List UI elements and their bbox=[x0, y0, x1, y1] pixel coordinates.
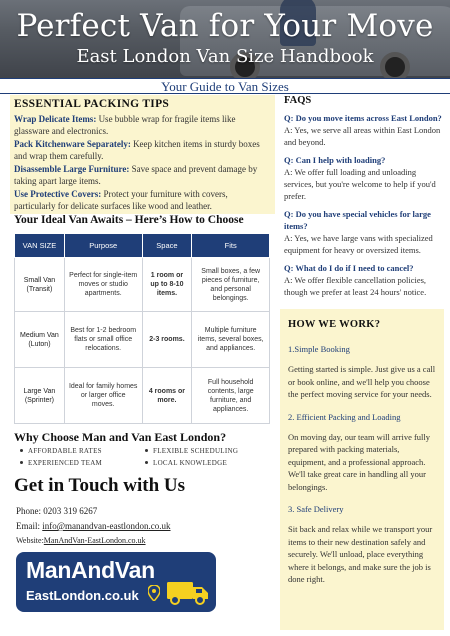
brand-logo bbox=[16, 552, 216, 612]
website-line: Website:ManAndVan-EastLondon.co.uk bbox=[16, 536, 146, 545]
faq-question: Q: Can I help with loading? bbox=[284, 155, 386, 165]
step-title: 3. Safe Delivery bbox=[288, 504, 344, 514]
faq-heading: FAQS bbox=[284, 95, 312, 106]
van-size-cell: Medium Van (Luton) bbox=[15, 312, 65, 368]
email-line: Email: info@manandvan-eastlondon.co.uk bbox=[16, 521, 171, 531]
faq-answer: A: Yes, we have large vans with specialized equipment for heavy or oversized items. bbox=[284, 233, 433, 255]
tip-item: Pack Kitchenware Separately: Keep kitchen items in sturdy boxes and wrap them carefully. bbox=[14, 139, 260, 161]
van-table-heading: Your Ideal Van Awaits – Here’s How to Choose bbox=[14, 214, 244, 226]
phone-number[interactable]: 0203 319 6267 bbox=[43, 506, 98, 516]
table-row bbox=[15, 258, 270, 312]
tip-item: Disassemble Large Furniture: Save space and prevent damage by taking apart large items. bbox=[14, 164, 258, 186]
faq-question: Q: Do you have special vehicles for large items? bbox=[284, 209, 431, 231]
list-item: LOCAL KNOWLEDGE bbox=[145, 459, 270, 467]
how-we-work-heading: HOW WE WORK? bbox=[288, 319, 381, 330]
faq-answer: A: We offer flexible cancellation policies, though we prefer at least 24 hours' notice. bbox=[284, 275, 427, 297]
fits-cell: Small boxes, a few pieces of furniture, and personal belongings. bbox=[192, 258, 270, 312]
column-header: Space bbox=[142, 234, 192, 258]
packing-tips-heading: ESSENTIAL PACKING TIPS bbox=[14, 98, 170, 110]
van-size-table bbox=[14, 233, 270, 424]
hero-banner bbox=[0, 0, 450, 78]
faq-question: Q: What do I do if I need to cancel? bbox=[284, 263, 414, 273]
logo-domain-text: EastLondon.co.uk bbox=[26, 588, 139, 603]
website-link[interactable]: ManAndVan-EastLondon.co.uk bbox=[43, 536, 146, 545]
fits-cell: Full household contents, large furniture, and appliances. bbox=[192, 368, 270, 424]
guide-banner: Your Guide to Van Sizes bbox=[0, 78, 450, 94]
list-item: FLEXIBLE SCHEDULING bbox=[145, 447, 270, 455]
column-header: VAN SIZE bbox=[15, 234, 65, 258]
tip-item: Use Protective Covers: Protect your furniture with covers, particularly for delicate surfaces like wood and leather. bbox=[14, 189, 228, 211]
van-icon bbox=[166, 580, 210, 606]
faq-question: Q: Do you move items across East London? bbox=[284, 113, 442, 123]
column-header: Purpose bbox=[64, 234, 142, 258]
purpose-cell: Ideal for family homes or larger office moves. bbox=[64, 368, 142, 424]
van-size-cell: Small Van (Transit) bbox=[15, 258, 65, 312]
logo-brand-text: ManAndVan bbox=[26, 557, 155, 583]
list-item: AFFORDABLE RATES bbox=[20, 447, 145, 455]
page-subtitle: East London Van Size Handbook bbox=[76, 46, 374, 67]
why-choose-heading: Why Choose Man and Van East London? bbox=[14, 430, 227, 444]
step-text: On moving day, our team will arrive fully prepared with packing materials, equipment, and a professional approach. We'll take great care in handling all your belongings. bbox=[288, 431, 431, 492]
step-text: Sit back and relax while we transport your items to their new destination safely and securely. We'll unload, place everything where it belongs, and make sure the job is done right. bbox=[288, 524, 433, 584]
purpose-cell: Best for 1-2 bedroom flats or small office relocations. bbox=[64, 312, 142, 368]
faq-section bbox=[284, 95, 444, 304]
contact-heading: Get in Touch with Us bbox=[14, 475, 186, 496]
packing-tips-box bbox=[10, 95, 275, 214]
faq-answer: A: We offer full loading and unloading services, but you're welcome to help if you'd prefer. bbox=[284, 167, 436, 201]
table-header-row bbox=[15, 234, 270, 258]
purpose-cell: Perfect for single-item moves or studio apartments. bbox=[64, 258, 142, 312]
space-cell: 2-3 rooms. bbox=[142, 312, 192, 368]
van-size-cell: Large Van (Sprinter) bbox=[15, 368, 65, 424]
step-title: 2. Efficient Packing and Loading bbox=[288, 411, 401, 422]
list-item: EXPERIENCED TEAM bbox=[20, 459, 145, 467]
column-header: Fits bbox=[192, 234, 270, 258]
page-title: Perfect Van for Your Move bbox=[16, 8, 434, 44]
how-we-work-box bbox=[280, 309, 444, 630]
table-row bbox=[15, 368, 270, 424]
phone-line: Phone: 0203 319 6267 bbox=[16, 506, 98, 516]
step-text: Getting started is simple. Just give us a call or book online, and we'll help you choose the perfect moving service for your needs. bbox=[288, 364, 436, 399]
faq-answer: A: Yes, we serve all areas within East London and beyond. bbox=[284, 125, 441, 147]
why-choose-list bbox=[20, 447, 270, 467]
space-cell: 4 rooms or more. bbox=[142, 368, 192, 424]
location-pin-icon bbox=[148, 585, 160, 601]
tip-item: Wrap Delicate Items: Use bubble wrap for fragile items like glassware and electronics. bbox=[14, 114, 236, 136]
space-cell: 1 room or up to 8-10 items. bbox=[142, 258, 192, 312]
step-title: 1.Simple Booking bbox=[288, 344, 350, 354]
email-link[interactable]: info@manandvan-eastlondon.co.uk bbox=[42, 521, 171, 531]
fits-cell: Multiple furniture items, several boxes, and appliances. bbox=[192, 312, 270, 368]
table-row bbox=[15, 312, 270, 368]
